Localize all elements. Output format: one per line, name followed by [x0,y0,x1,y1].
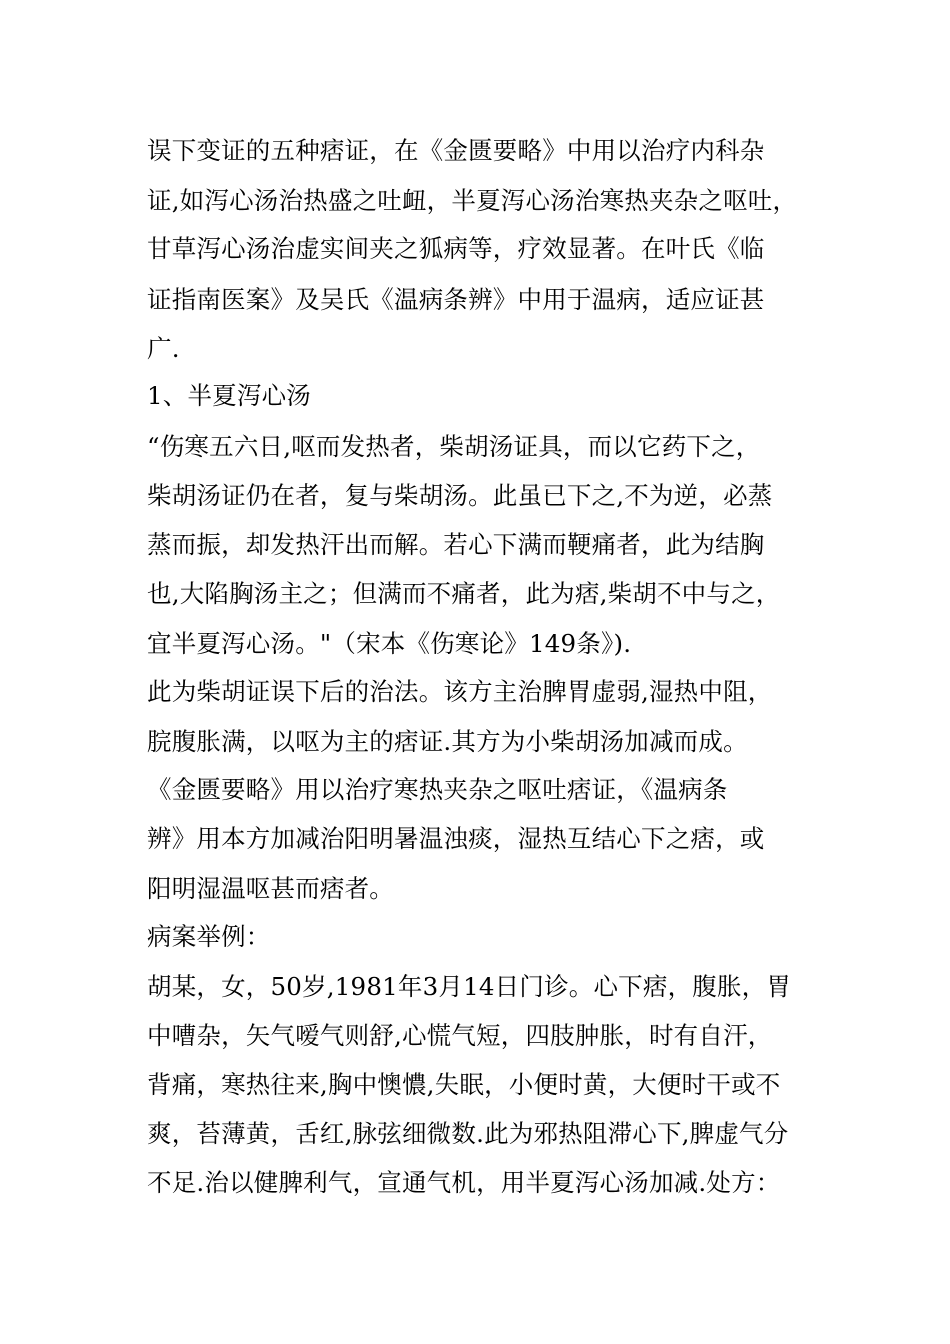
text-line: 证,如泻心汤治热盛之吐衄，半夏泻心汤治寒热夹杂之呕吐， [147,186,798,215]
text-line: 证指南医案》及吴氏《温病条辨》中用于温病，适应证甚 [147,285,765,314]
text-line: 此为柴胡证误下后的治法。该方主治脾胃虚弱,湿热中阻， [147,677,773,706]
text-line: 蒸而振，却发热汗出而解。若心下满而鞕痛者，此为结胸 [147,530,765,559]
text-line: 爽，苔薄黄，舌红,脉弦细微数.此为邪热阻滞心下,脾虚气分 [147,1119,789,1148]
text-line: 不足.治以健脾利气，宣通气机，用半夏泻心汤加减.处方： [147,1168,781,1197]
text-line: 广. [147,334,180,363]
text-line: 中嘈杂，矢气嗳气则舒,心慌气短，四肢肿胀，时有自汗， [147,1021,773,1050]
text-line: 辨》用本方加减治阳明暑温浊痰，湿热互结心下之痞，或 [147,824,765,853]
text-line: 胡某，女，50岁,1981年3月14日门诊。心下痞，腹胀，胃 [147,972,792,1001]
text-line: 也,大陷胸汤主之；但满而不痛者，此为痞,柴胡不中与之， [147,579,781,608]
text-line: 甘草泻心汤治虚实间夹之狐病等，疗效显著。在叶氏《临 [147,234,765,263]
text-line: 背痛，寒热往来,胸中懊憹,失眠，小便时黄，大便时干或不 [147,1070,781,1099]
text-line: 柴胡汤证仍在者，复与柴胡汤。此虽已下之,不为逆，必蒸 [147,481,773,510]
text-line: 阳明湿温呕甚而痞者。 [147,874,394,903]
text-line: 误下变证的五种痞证，在《金匮要略》中用以治疗内科杂 [147,136,765,165]
text-line: 《金匮要略》用以治疗寒热夹杂之呕吐痞证，《温病条 [147,775,728,804]
section-heading: 1、半夏泻心汤 [147,381,311,410]
text-line: 宜半夏泻心汤。"（宋本《伤寒论》149条》). [147,629,632,658]
text-line: “伤寒五六日,呕而发热者，柴胡汤证具，而以它药下之， [147,432,761,461]
text-line: 脘腹胀满，以呕为主的痞证.其方为小柴胡汤加减而成。 [147,727,748,756]
section-heading: 病案举例： [147,922,271,951]
